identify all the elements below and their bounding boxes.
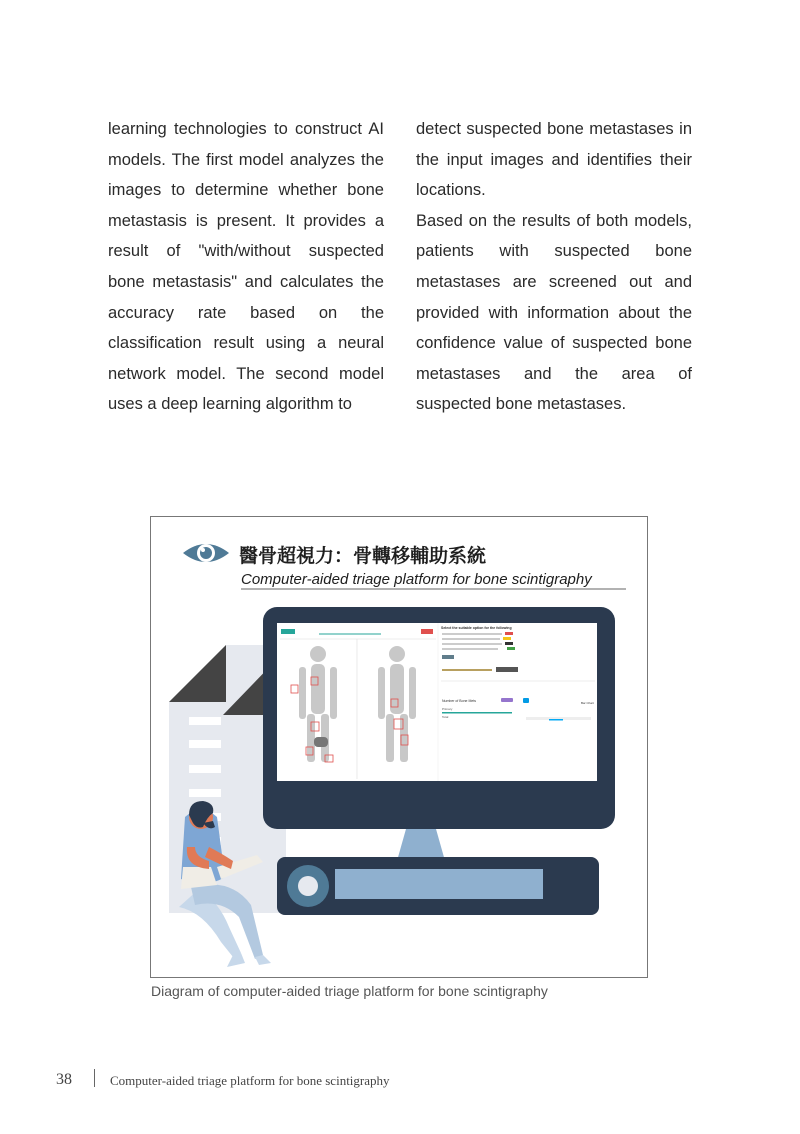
footer-divider (94, 1069, 95, 1087)
body-text-right (416, 114, 692, 420)
figure-title-en: Computer-aided triage platform for bone scintigraphy (241, 571, 592, 588)
paragraph: Based on the results of both models, patients with suspected bone metastases are screened out and provided with information about the confidence value of suspected bone metastases and the area of suspected bone metastases. (416, 211, 692, 414)
figure-platform-diagram (150, 516, 648, 978)
eye-icon (183, 544, 229, 562)
row-total: Total (442, 715, 449, 719)
bar-chart-label: Bar Chart (581, 701, 594, 705)
row-primary: Primary (442, 707, 453, 711)
monitor (263, 607, 615, 829)
figure-caption: Diagram of computer-aided triage platform for bone scintigraphy (151, 983, 548, 999)
mets-count-label: Number of Bone Mets (442, 699, 477, 703)
panel-title: Select the suitable option for the following (441, 626, 512, 630)
illustration (151, 517, 648, 978)
desktop-base (277, 857, 599, 915)
running-title: Computer-aided triage platform for bone scintigraphy (110, 1073, 390, 1088)
paragraph: learning technologies to construct AI models. The first model analyzes the images to determine whether bone metastasis is present. It provides a result of "with/without suspected bone metastasis" and calculates the accuracy rate based on the classification result using a neural network model. The second model uses a deep learning algorithm to (108, 120, 384, 414)
figure-title-zh: 醫骨超視力：骨轉移輔助系統 (239, 546, 487, 567)
body-text-left (108, 114, 384, 420)
paragraph: detect suspected bone metastases in the input images and identifies their locations. (416, 120, 692, 200)
page-number: 38 (56, 1071, 72, 1088)
